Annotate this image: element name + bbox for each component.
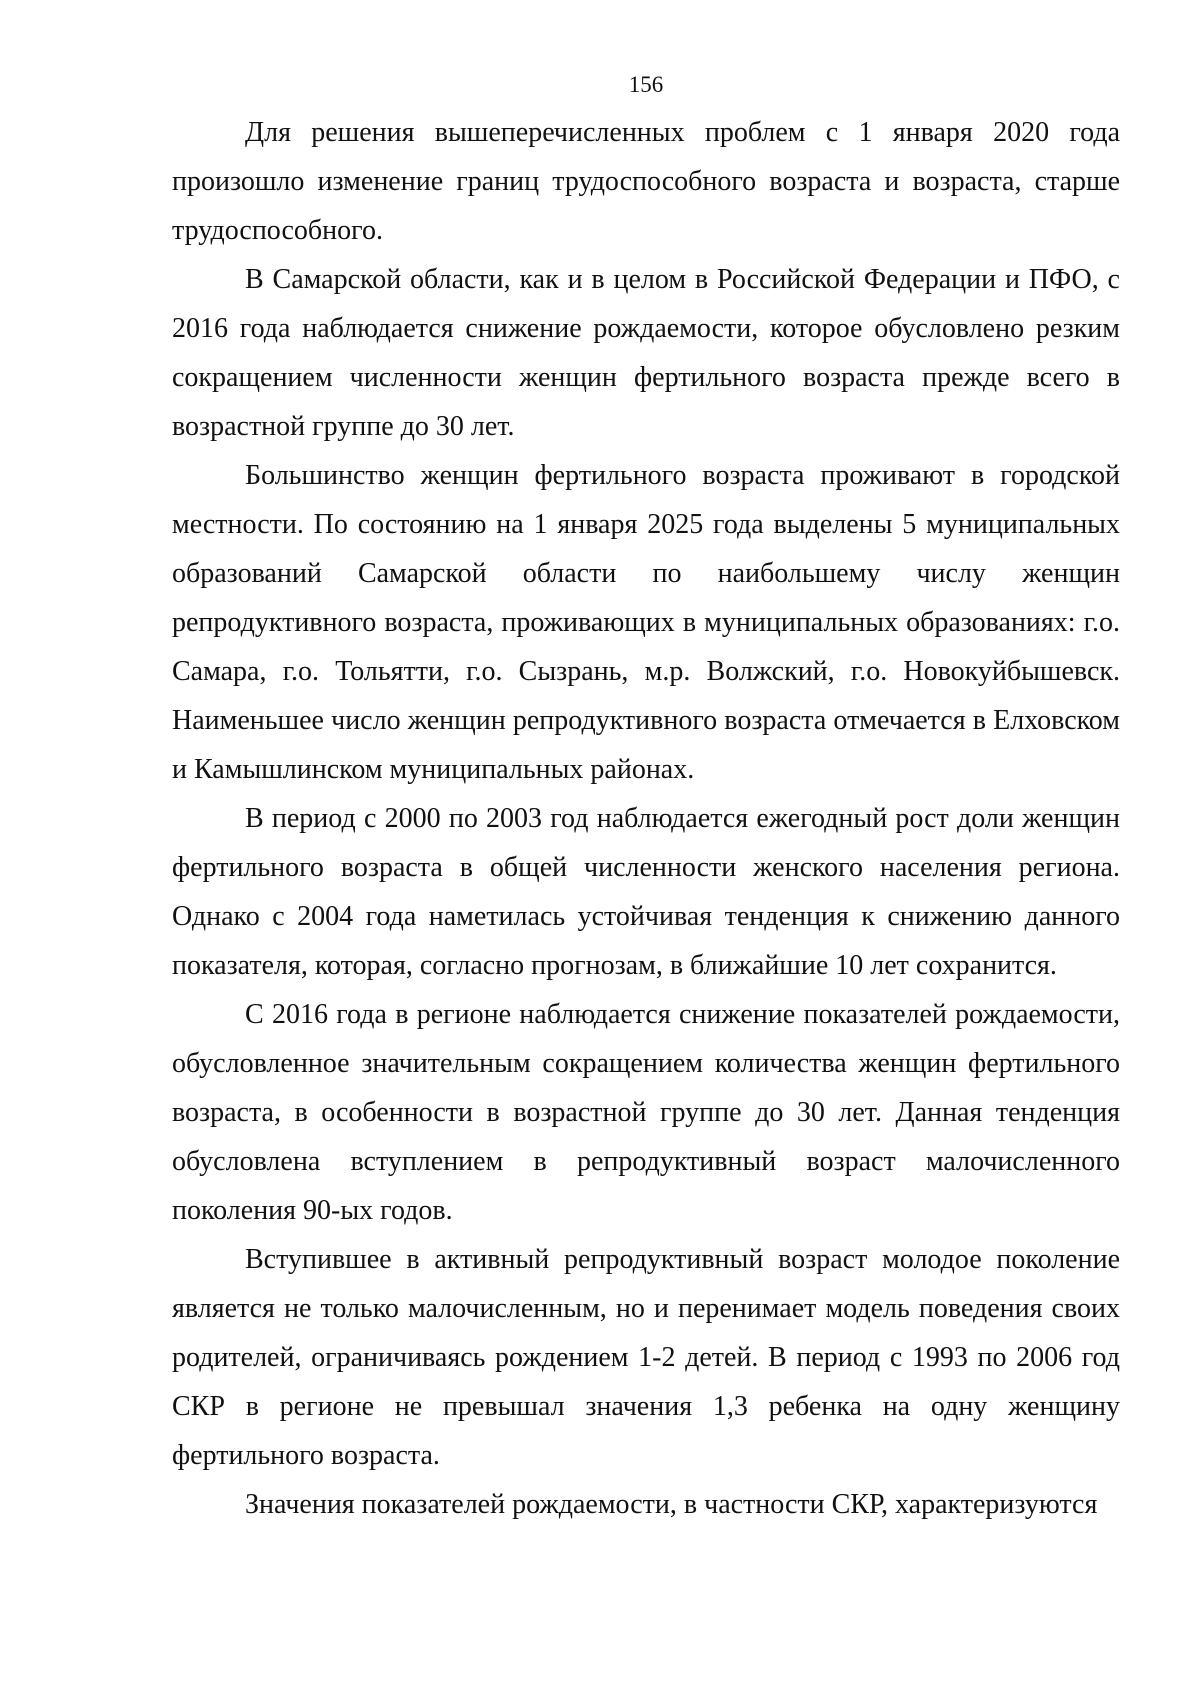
- paragraph-5: С 2016 года в регионе наблюдается снижение показателей рождаемости, обусловленное значительным сокращением количества женщин фертильного возраста, в особенности в возрастной группе до 30 лет. Данная тенденция обусловлена вступлением в репродуктивный возраст малочисленного поколения 90-ых годов.: [172, 999, 1120, 1226]
- paragraph-3: Большинство женщин фертильного возраста проживают в городской местности. По состоянию на 1 января 2025 года выделены 5 муниципальных образований Самарской области по наибольшему числу женщин репродуктивного возраста, проживающих в муниципальных образованиях: г.о. Самара, г.о. Тольятти, г.о. Сызрань, м.р. Волжский, г.о. Новокуйбышевск. Наименьшее число женщин репродуктивного возраста отмечается в Елховском и Камышлинском муниципальных районах.: [172, 460, 1120, 785]
- paragraph-7: Значения показателей рождаемости, в частности СКР, характеризуются: [245, 1489, 1098, 1520]
- paragraph-6: Вступившее в активный репродуктивный возраст молодое поколение является не только малочисленным, но и перенимает модель поведения своих родителей, ограничиваясь рождением 1-2 детей. В период с 1993 по 2006 год СКР в регионе не превышал значения 1,3 ребенка на одну женщину фертильного возраста.: [172, 1244, 1120, 1471]
- paragraph-1: Для решения вышеперечисленных проблем с 1 января 2020 года произошло изменение границ трудоспособного возраста и возраста, старше трудоспособного.: [172, 117, 1120, 246]
- paragraph-4: В период с 2000 по 2003 год наблюдается ежегодный рост доли женщин фертильного возраста в общей численности женского населения региона. Однако с 2004 года наметилась устойчивая тенденция к снижению данного показателя, которая, согласно прогнозам, в ближайшие 10 лет сохранится.: [172, 803, 1120, 981]
- body-text: [172, 108, 1120, 1529]
- paragraph-2: В Самарской области, как и в целом в Российской Федерации и ПФО, с 2016 года наблюдается снижение рождаемости, которое обусловлено резким сокращением численности женщин фертильного возраста прежде всего в возрастной группе до 30 лет.: [172, 264, 1120, 442]
- page-number: 156: [628, 72, 664, 97]
